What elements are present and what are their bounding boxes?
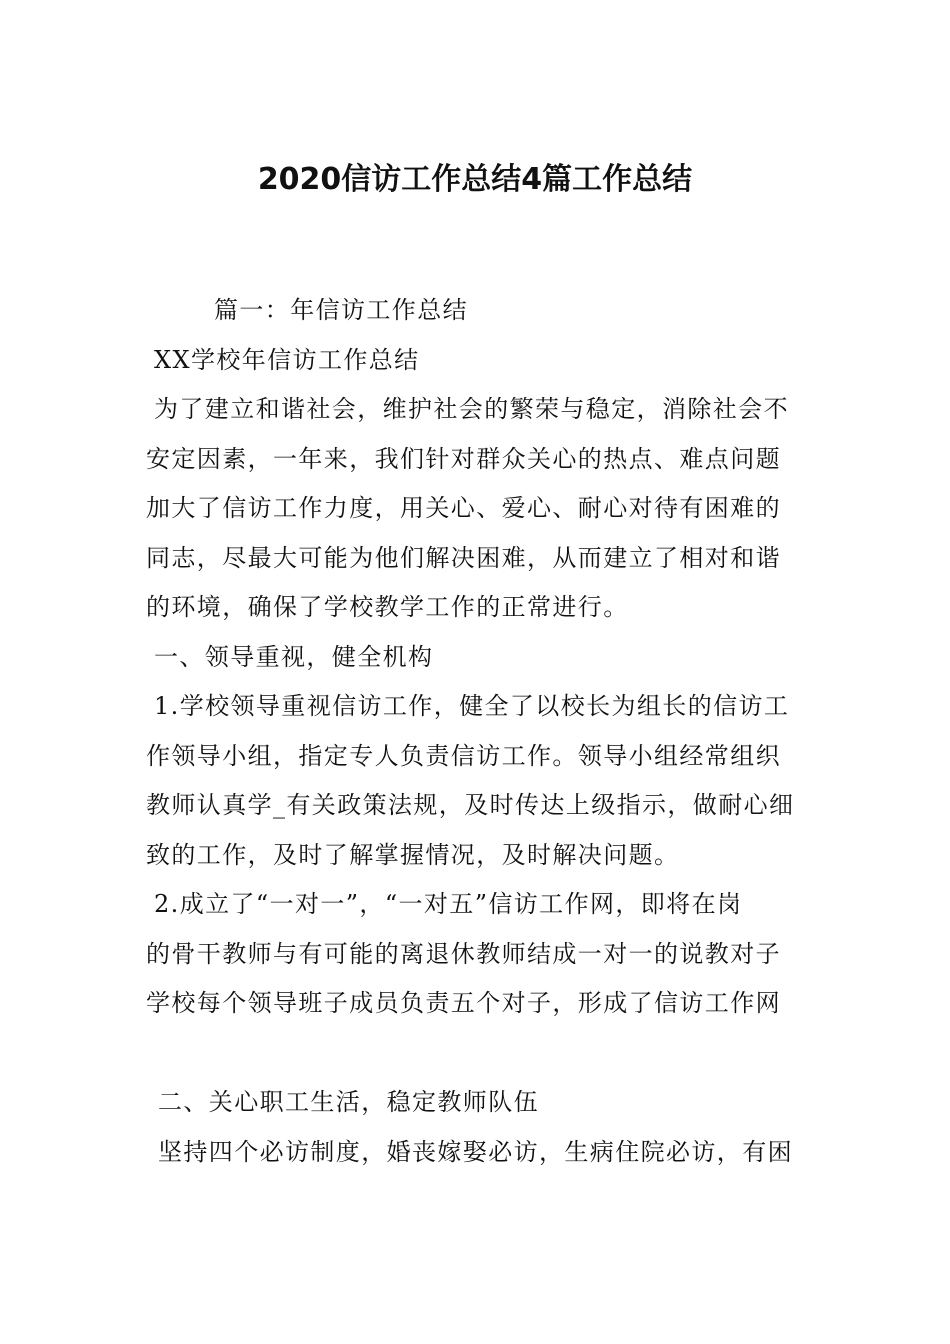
paragraph-line: 为了建立和谐社会，维护社会的繁荣与稳定，消除社会不 — [154, 395, 789, 423]
paragraph-line: 坚持四个必访制度，婚丧嫁娶必访，生病住院必访，有困 — [158, 1137, 793, 1166]
paragraph-line: 教师认真学_有关政策法规，及时传达上级指示，做耐心细 — [146, 791, 795, 819]
subheading-line: 二、关心职工生活，稳定教师队伍 — [158, 1088, 539, 1116]
blank-line — [146, 1029, 806, 1079]
subheading-line: 一、领导重视，健全机构 — [154, 642, 434, 671]
paragraph-line: 安定因素，一年来，我们针对群众关心的热点、难点问题 — [146, 444, 781, 473]
document-title: 2020信访工作总结4篇工作总结 — [257, 162, 693, 197]
paragraph-line: 2.成立了“一对一”，“一对五”信访工作网，即将在岗 — [154, 890, 743, 918]
subtitle-line: XX学校年信访工作总结 — [154, 345, 420, 374]
paragraph-line: 作领导小组，指定专人负责信访工作。领导小组经常组织 — [146, 741, 781, 770]
paragraph-line: 加大了信访工作力度，用关心、爱心、耐心对待有困难的 — [146, 494, 781, 522]
paragraph-line: 学校每个领导班子成员负责五个对子，形成了信访工作网 — [146, 989, 781, 1017]
paragraph-line: 的环境，确保了学校教学工作的正常进行。 — [146, 593, 629, 621]
paragraph-line: 的骨干教师与有可能的离退休教师结成一对一的说教对子 — [146, 939, 781, 968]
paragraph-line: 同志，尽最大可能为他们解决困难，从而建立了相对和谐 — [146, 543, 781, 572]
paragraph-line: 致的工作，及时了解掌握情况，及时解决问题。 — [146, 840, 680, 869]
section-heading: 篇一：年信访工作总结 — [214, 296, 468, 324]
document-body — [146, 286, 806, 1177]
paragraph-line: 1.学校领导重视信访工作，健全了以校长为组长的信访工 — [154, 692, 790, 720]
